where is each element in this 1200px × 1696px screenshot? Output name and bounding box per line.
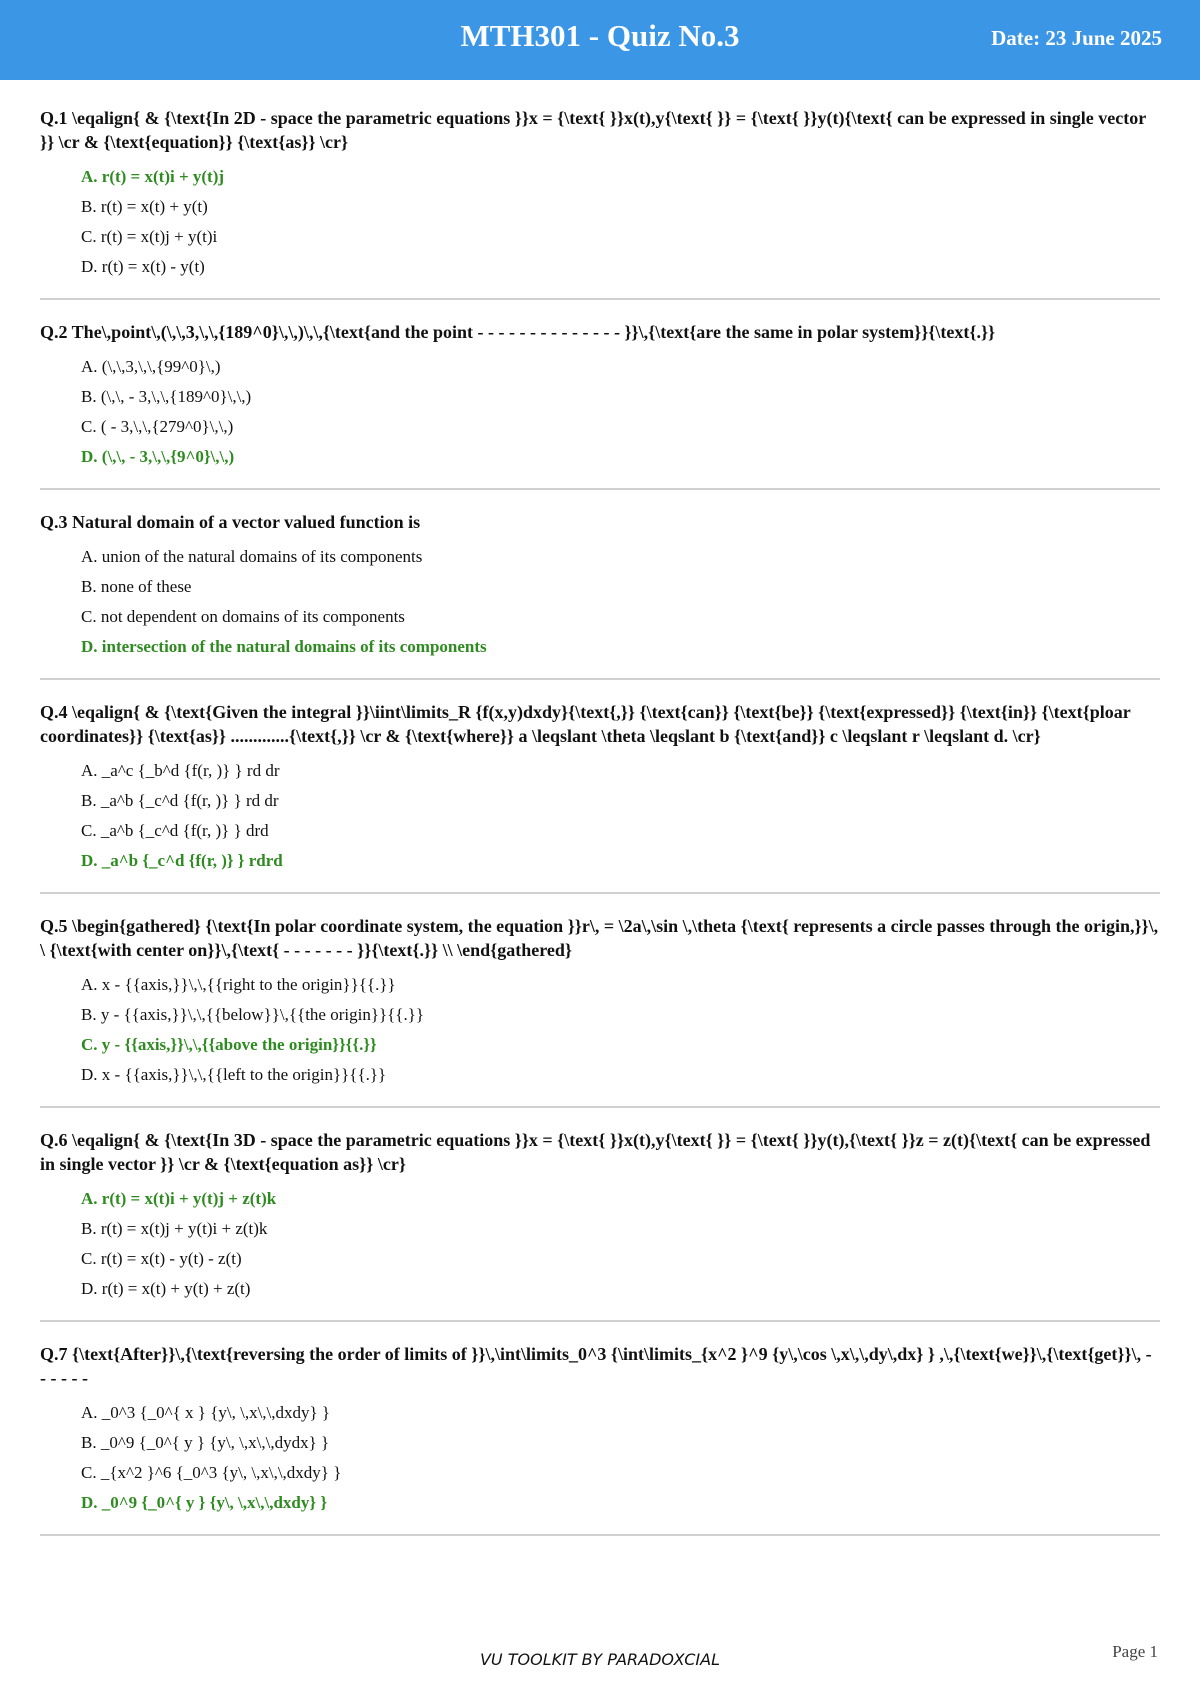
- option-c: C. _a^b {_c^d {f(r, )} } drd: [81, 821, 269, 840]
- question-6: [40, 1128, 1160, 1322]
- option-a: A. x - {{axis,}}\,\,{{right to the origin}}{{.}}: [81, 975, 396, 994]
- question-2: [40, 320, 1160, 490]
- option-d: D. x - {{axis,}}\,\,{{left to the origin}}{{.}}: [81, 1065, 387, 1084]
- option-d: D. intersection of the natural domains of its components: [81, 637, 487, 656]
- option-b: B. y - {{axis,}}\,\,{{below}}\,{{the origin}}{{.}}: [81, 1005, 425, 1024]
- option-d: D. _a^b {_c^d {f(r, )} } rdrd: [81, 851, 283, 870]
- option-c: C. not dependent on domains of its components: [81, 607, 405, 626]
- option-d: D. _0^9 {_0^{ y } {y\, \,x\,\,dxdy} }: [81, 1493, 328, 1512]
- quiz-date: Date: 23 June 2025: [991, 26, 1162, 50]
- option-a: A. r(t) = x(t)i + y(t)j: [81, 167, 225, 186]
- question-text: Q.6 \eqalign{ & {\text{In 3D - space the parametric equations }}x = {\text{ }}x(t),y{\text{ }} = {\text{ }}y(t),{\text{ }}z = z(t){\text{ can be expressed in single vector }} \cr & {\text{equation as}} \cr}: [40, 1130, 1151, 1174]
- option-d: D. r(t) = x(t) - y(t): [81, 257, 205, 276]
- option-b: B. none of these: [81, 577, 192, 596]
- question-list: [40, 96, 1160, 1556]
- option-b: B. (\,\, - 3,\,\,{189^0}\,\,): [81, 387, 252, 406]
- question-5: [40, 914, 1160, 1108]
- option-a: A. _a^c {_b^d {f(r, )} } rd dr: [81, 761, 280, 780]
- option-a: A. (\,\,3,\,\,{99^0}\,): [81, 357, 221, 376]
- question-text: Q.1 \eqalign{ & {\text{In 2D - space the parametric equations }}x = {\text{ }}x(t),y{\text{ }} = {\text{ }}y(t){\text{ can be expressed in single vector }} \cr & {\text{equation}} {\text{as}} \cr}: [40, 108, 1146, 152]
- option-c: C. r(t) = x(t)j + y(t)i: [81, 227, 218, 246]
- question-1: [40, 106, 1160, 300]
- option-b: B. r(t) = x(t)j + y(t)i + z(t)k: [81, 1219, 268, 1238]
- option-d: D. r(t) = x(t) + y(t) + z(t): [81, 1279, 251, 1298]
- question-text: Q.4 \eqalign{ & {\text{Given the integral }}\iint\limits_R {f(x,y)dxdy}{\text{,}} {\text{can}} {\text{be}} {\text{expressed}} {\text{in}} {\text{ploar coordinates}} {\text{as}} .............{\text{,}} \cr & {\text{where}} a \leqslant \theta \leqslant b {\text{and}} c \leqslant r \leqslant d. \cr}: [40, 702, 1131, 746]
- option-a: A. union of the natural domains of its components: [81, 547, 423, 566]
- question-7: [40, 1342, 1160, 1536]
- option-c: C. _{x^2 }^6 {_0^3 {y\, \,x\,\,dxdy} }: [81, 1463, 342, 1482]
- option-b: B. r(t) = x(t) + y(t): [81, 197, 208, 216]
- question-text: Q.7 {\text{After}}\,{\text{reversing the order of limits of }}\,\int\limits_0^3 {\int\limits_{x^2 }^9 {y\,\cos \,x\,\,dy\,dx} } ,\,{\text{we}}\,{\text{get}}\, - - - - - -: [40, 1344, 1152, 1388]
- option-a: A. r(t) = x(t)i + y(t)j + z(t)k: [81, 1189, 277, 1208]
- option-b: B. _a^b {_c^d {f(r, )} } rd dr: [81, 791, 279, 810]
- option-c: C. ( - 3,\,\,{279^0}\,\,): [81, 417, 234, 436]
- header-bar: [0, 0, 1200, 80]
- option-b: B. _0^9 {_0^{ y } {y\, \,x\,\,dydx} }: [81, 1433, 330, 1452]
- option-c: C. y - {{axis,}}\,\,{{above the origin}}{{.}}: [81, 1035, 377, 1054]
- question-text: Q.2 The\,point\,(\,\,3,\,\,{189^0}\,\,)\,\,{\text{and the point - - - - - - - - - - - - - - }}\,{\text{are the same in polar system}}{\text{.}}: [40, 322, 996, 342]
- question-4: [40, 700, 1160, 894]
- footer-brand: VU TOOLKIT BY PARADOXCIAL: [479, 1650, 720, 1669]
- question-3: [40, 510, 1160, 680]
- quiz-title: MTH301 - Quiz No.3: [460, 18, 740, 53]
- question-text: Q.3 Natural domain of a vector valued function is: [40, 512, 421, 532]
- option-a: A. _0^3 {_0^{ x } {y\, \,x\,\,dxdy} }: [81, 1403, 331, 1422]
- question-text: Q.5 \begin{gathered} {\text{In polar coordinate system, the equation }}r\, = \2a\,\sin \,\theta {\text{ represents a circle passes through the origin,}}\, \ {\text{with center on}}\,{\text{ - - - - - - - }}{\text{.}} \\ \end{gathered}: [40, 916, 1159, 960]
- option-c: C. r(t) = x(t) - y(t) - z(t): [81, 1249, 242, 1268]
- page-number: Page 1: [1112, 1642, 1158, 1661]
- option-d: D. (\,\, - 3,\,\,{9^0}\,\,): [81, 447, 235, 466]
